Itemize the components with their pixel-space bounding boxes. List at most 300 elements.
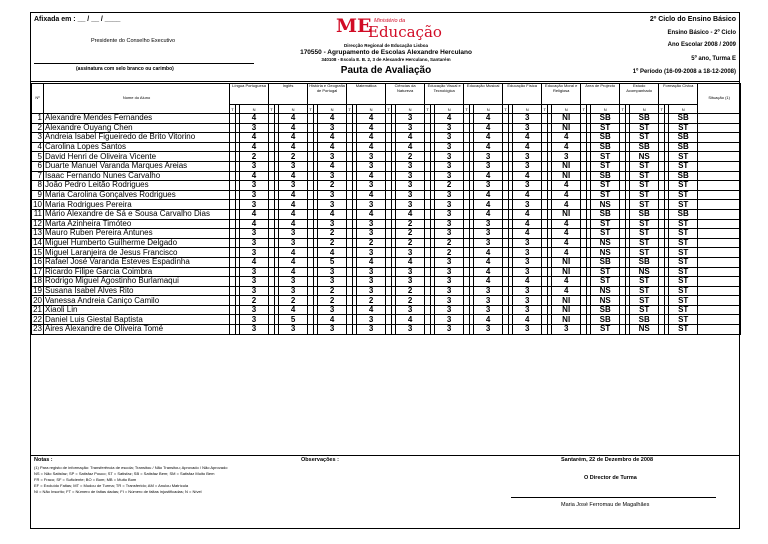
director-name: Maria José Ferromau de Magalhães bbox=[561, 502, 650, 508]
grade-cell: 3 bbox=[318, 123, 347, 133]
turma-label: 5º ano, Turma E bbox=[691, 56, 736, 62]
grade-cell: 4 bbox=[396, 315, 425, 325]
grade-cell: ST bbox=[591, 325, 620, 335]
grade-cell: ST bbox=[591, 267, 620, 277]
situacao-cell bbox=[698, 257, 741, 267]
logo-ministerio: Ministério da bbox=[374, 18, 406, 24]
grade-cell: 4 bbox=[240, 257, 269, 267]
grade-cell: 3 bbox=[279, 238, 308, 248]
grade-cell: ST bbox=[669, 248, 698, 258]
grade-cell: 4 bbox=[279, 190, 308, 200]
situacao-cell bbox=[698, 161, 741, 171]
grade-cell: SB bbox=[591, 315, 620, 325]
student-number: 6 bbox=[32, 161, 44, 171]
grade-cell: NS bbox=[591, 296, 620, 306]
periodo-label: 1º Período (16-09-2008 a 18-12-2008) bbox=[632, 69, 736, 75]
grade-cell: 2 bbox=[396, 229, 425, 239]
grade-cell: 3 bbox=[240, 305, 269, 315]
grade-cell: 2 bbox=[318, 238, 347, 248]
grade-cell: ST bbox=[669, 161, 698, 171]
grade-cell: 4 bbox=[240, 133, 269, 143]
grade-cell: 3 bbox=[357, 325, 386, 335]
grade-cell: 4 bbox=[357, 305, 386, 315]
student-number: 22 bbox=[33, 314, 42, 324]
student-number: 1 bbox=[32, 114, 44, 124]
grade-cell: 4 bbox=[279, 267, 308, 277]
student-number: 21 bbox=[33, 305, 42, 315]
grade-cell: NI bbox=[552, 305, 581, 315]
situacao-cell bbox=[698, 209, 741, 219]
grade-cell: 4 bbox=[474, 248, 503, 258]
grade-cell: 4 bbox=[513, 229, 542, 239]
grade-cell: ST bbox=[630, 171, 659, 181]
grade-cell: NS bbox=[630, 325, 659, 335]
grade-cell: 4 bbox=[357, 171, 386, 181]
grade-cell: 3 bbox=[474, 161, 503, 171]
grade-cell: SB bbox=[591, 305, 620, 315]
grade-cell: ST bbox=[630, 305, 659, 315]
grade-cell: 2 bbox=[318, 181, 347, 191]
situacao-cell bbox=[698, 190, 741, 200]
grade-cell: 2 bbox=[396, 286, 425, 296]
grade-cell: 4 bbox=[552, 181, 581, 191]
grade-cell: 3 bbox=[435, 171, 464, 181]
grade-cell: 3 bbox=[435, 267, 464, 277]
subjects-header-row bbox=[32, 84, 741, 105]
grade-cell: ST bbox=[669, 315, 698, 325]
t-header: T bbox=[387, 106, 390, 112]
grade-cell: SB bbox=[669, 114, 698, 124]
grade-cell: 3 bbox=[474, 305, 503, 315]
grade-cell: SB bbox=[591, 142, 620, 152]
grade-cell: ST bbox=[669, 152, 698, 162]
grade-cell: SB bbox=[669, 171, 698, 181]
col-n-header: Nº bbox=[32, 84, 44, 114]
grade-cell: NS bbox=[591, 286, 620, 296]
grade-cell: 3 bbox=[396, 123, 425, 133]
grade-cell: 2 bbox=[318, 286, 347, 296]
grade-cell: 4 bbox=[318, 209, 347, 219]
grade-cell: 4 bbox=[357, 133, 386, 143]
n-header: N bbox=[630, 105, 659, 114]
col-situacao-header: Situação (1) bbox=[698, 84, 741, 114]
grade-cell: 3 bbox=[513, 325, 542, 335]
grade-cell: SB bbox=[591, 257, 620, 267]
student-name: João Pedro Leitão Rodrigues bbox=[44, 181, 230, 191]
grade-cell: 2 bbox=[279, 296, 308, 306]
grade-cell: SB bbox=[591, 209, 620, 219]
student-number: 20 bbox=[33, 295, 42, 305]
table-row bbox=[32, 161, 741, 171]
grade-cell: 4 bbox=[396, 257, 425, 267]
situacao-cell bbox=[698, 315, 741, 325]
situacao-cell bbox=[698, 277, 741, 287]
logo-educacao: Educação bbox=[368, 23, 442, 41]
student-name: Mauro Ruben Pereira Antunes bbox=[44, 229, 230, 239]
observacoes-title: Observações : bbox=[301, 457, 339, 463]
t-header: T bbox=[582, 106, 585, 112]
grade-cell: NS bbox=[591, 238, 620, 248]
grade-cell: 4 bbox=[240, 114, 269, 124]
grade-cell: ST bbox=[630, 161, 659, 171]
grade-cell: 3 bbox=[513, 248, 542, 258]
grade-cell: 4 bbox=[279, 133, 308, 143]
grade-cell: 4 bbox=[357, 142, 386, 152]
logo-me-mark: ME bbox=[336, 15, 372, 37]
t-header: T bbox=[231, 106, 234, 112]
grade-cell: 3 bbox=[240, 229, 269, 239]
student-name: Susana Isabel Alves Rito bbox=[44, 286, 230, 296]
grade-cell: 4 bbox=[552, 219, 581, 229]
situacao-cell bbox=[698, 133, 741, 143]
grade-cell: 3 bbox=[474, 181, 503, 191]
table-row bbox=[32, 142, 741, 152]
grade-cell: NS bbox=[630, 152, 659, 162]
grade-cell: 4 bbox=[279, 171, 308, 181]
grade-cell: 4 bbox=[474, 315, 503, 325]
situacao-cell bbox=[698, 267, 741, 277]
grade-cell: 3 bbox=[396, 248, 425, 258]
grade-cell: 4 bbox=[279, 219, 308, 229]
grade-cell: 3 bbox=[396, 325, 425, 335]
student-number: 2 bbox=[32, 123, 44, 133]
grade-cell: 3 bbox=[513, 200, 542, 210]
ano-escolar-label: Ano Escolar 2008 / 2009 bbox=[667, 42, 736, 48]
n-header: N bbox=[669, 105, 698, 114]
grade-cell: 5 bbox=[279, 315, 308, 325]
grade-cell: 3 bbox=[513, 181, 542, 191]
subject-header: Língua Portuguesa bbox=[230, 84, 269, 105]
grade-cell: ST bbox=[630, 181, 659, 191]
grade-cell: SB bbox=[630, 114, 659, 124]
grade-cell: ST bbox=[669, 200, 698, 210]
student-number: 15 bbox=[33, 247, 42, 257]
ensino-label: Ensino Básico - 2º Ciclo bbox=[667, 30, 736, 36]
student-name: Carolina Lopes Santos bbox=[44, 142, 230, 152]
grade-cell: 3 bbox=[318, 200, 347, 210]
grade-cell: 3 bbox=[513, 152, 542, 162]
subject-header: Ciências da Natureza bbox=[386, 84, 425, 105]
table-row bbox=[32, 257, 741, 267]
grade-cell: 3 bbox=[279, 277, 308, 287]
grade-cell: 3 bbox=[435, 229, 464, 239]
grade-cell: ST bbox=[591, 152, 620, 162]
grade-cell: 4 bbox=[318, 315, 347, 325]
grade-cell: 3 bbox=[552, 152, 581, 162]
situacao-cell bbox=[698, 219, 741, 229]
grade-cell: 4 bbox=[513, 142, 542, 152]
grade-cell: 4 bbox=[513, 315, 542, 325]
t-header: T bbox=[309, 106, 312, 112]
grade-cell: 4 bbox=[552, 277, 581, 287]
table-row bbox=[32, 123, 741, 133]
grade-cell: 3 bbox=[435, 305, 464, 315]
grade-cell: 3 bbox=[357, 161, 386, 171]
grade-cell: 4 bbox=[513, 171, 542, 181]
grade-cell: 4 bbox=[240, 209, 269, 219]
grade-cell: 3 bbox=[318, 267, 347, 277]
grade-cell: 3 bbox=[435, 142, 464, 152]
grade-cell: 2 bbox=[435, 248, 464, 258]
grade-cell: 2 bbox=[357, 238, 386, 248]
director-signature-line bbox=[511, 497, 716, 498]
grade-cell: 3 bbox=[474, 219, 503, 229]
grade-cell: NI bbox=[552, 315, 581, 325]
n-header: N bbox=[357, 105, 386, 114]
grade-cell: 3 bbox=[240, 190, 269, 200]
grade-cell: 3 bbox=[435, 209, 464, 219]
grade-cell: 3 bbox=[318, 277, 347, 287]
grade-cell: 3 bbox=[513, 114, 542, 124]
grade-cell: 3 bbox=[396, 200, 425, 210]
grade-cell: 3 bbox=[474, 238, 503, 248]
grade-cell: 3 bbox=[318, 305, 347, 315]
grade-cell: 4 bbox=[240, 142, 269, 152]
note-line: FR = Fraco; SF = Suficiente; BO = Bom; MB = Muito Bom bbox=[34, 477, 137, 482]
grade-cell: 4 bbox=[318, 161, 347, 171]
afixada-label: Afixada em : __ / __ / ____ bbox=[34, 16, 121, 23]
grade-cell: 3 bbox=[513, 296, 542, 306]
note-line: NI = Não Inscrito; FT = Número de faltas dadas; FI = Número de faltas injustificadas; N = Nível bbox=[34, 489, 202, 494]
subject-header: Educação Física bbox=[503, 84, 542, 105]
t-header: T bbox=[348, 106, 351, 112]
grade-cell: 4 bbox=[552, 229, 581, 239]
grade-cell: ST bbox=[630, 248, 659, 258]
grade-cell: 2 bbox=[396, 152, 425, 162]
grade-cell: NI bbox=[552, 209, 581, 219]
student-name: Maria Carolina Gonçalves Rodrigues bbox=[44, 190, 230, 200]
table-row bbox=[32, 209, 741, 219]
grade-cell: 4 bbox=[318, 133, 347, 143]
grade-cell: ST bbox=[669, 305, 698, 315]
student-name: Xiaoli Lin bbox=[44, 305, 230, 315]
n-header: N bbox=[279, 105, 308, 114]
grade-cell: ST bbox=[630, 229, 659, 239]
grade-cell: ST bbox=[669, 267, 698, 277]
grade-cell: 3 bbox=[396, 190, 425, 200]
student-name: Marta Azinheira Timóteo bbox=[44, 219, 230, 229]
grade-cell: 4 bbox=[279, 200, 308, 210]
grade-cell: 3 bbox=[396, 114, 425, 124]
grade-cell: 2 bbox=[357, 296, 386, 306]
situacao-cell bbox=[698, 248, 741, 258]
grade-cell: 3 bbox=[513, 161, 542, 171]
student-number: 9 bbox=[32, 190, 44, 200]
grade-cell: 4 bbox=[474, 257, 503, 267]
grade-cell: 4 bbox=[396, 209, 425, 219]
student-name: Mário Alexandre de Sá e Sousa Carvalho Dias bbox=[44, 209, 230, 219]
grade-cell: ST bbox=[669, 219, 698, 229]
situacao-cell bbox=[698, 152, 741, 162]
subject-header: Formação Cívica bbox=[659, 84, 698, 105]
grade-cell: 3 bbox=[240, 315, 269, 325]
note-line: EF = Excluído Faltas; MT = Mudou de Turma; TR = Transferido; AM = Anulou Matrícula bbox=[34, 483, 189, 488]
t-header: T bbox=[504, 106, 507, 112]
n-header: N bbox=[474, 105, 503, 114]
grade-cell: 4 bbox=[279, 114, 308, 124]
grade-cell: SB bbox=[591, 133, 620, 143]
grade-cell: 4 bbox=[318, 248, 347, 258]
student-name: Miguel Laranjeira de Jesus Francisco bbox=[44, 248, 230, 258]
grade-cell: 3 bbox=[357, 315, 386, 325]
grade-cell: ST bbox=[630, 190, 659, 200]
grade-cell: 3 bbox=[474, 286, 503, 296]
n-header: N bbox=[240, 105, 269, 114]
grade-cell: 4 bbox=[552, 286, 581, 296]
grade-cell: 3 bbox=[240, 277, 269, 287]
grade-cell: 2 bbox=[279, 152, 308, 162]
grade-cell: 3 bbox=[513, 257, 542, 267]
student-name: Rafael José Varanda Esteves Espadinha bbox=[44, 257, 230, 267]
situacao-cell bbox=[698, 200, 741, 210]
grade-cell: 3 bbox=[435, 133, 464, 143]
grade-cell: ST bbox=[669, 190, 698, 200]
grade-cell: SB bbox=[669, 142, 698, 152]
evaluation-sheet bbox=[30, 12, 740, 529]
situacao-cell bbox=[698, 229, 741, 239]
grade-cell: 4 bbox=[552, 238, 581, 248]
grade-cell: ST bbox=[591, 190, 620, 200]
grade-cell: 3 bbox=[396, 305, 425, 315]
grade-cell: ST bbox=[669, 296, 698, 306]
student-number: 10 bbox=[33, 199, 42, 209]
grade-cell: 3 bbox=[435, 325, 464, 335]
grade-cell: 4 bbox=[240, 219, 269, 229]
student-name: Duarte Manuel Varanda Marques Areias bbox=[44, 161, 230, 171]
grade-cell: 3 bbox=[357, 286, 386, 296]
n-header: N bbox=[513, 105, 542, 114]
grade-cell: ST bbox=[669, 286, 698, 296]
grade-cell: SB bbox=[630, 142, 659, 152]
subject-header: Educação Moral e Religiosa bbox=[542, 84, 581, 105]
director-title: O Director de Turma bbox=[584, 475, 637, 481]
grade-cell: 3 bbox=[435, 315, 464, 325]
grade-cell: 4 bbox=[279, 257, 308, 267]
grade-cell: 2 bbox=[435, 181, 464, 191]
grade-cell: 4 bbox=[396, 142, 425, 152]
grade-cell: 3 bbox=[435, 190, 464, 200]
grade-cell: 3 bbox=[396, 161, 425, 171]
student-name: Alexandre Ouyang Chen bbox=[44, 123, 230, 133]
grade-cell: ST bbox=[669, 257, 698, 267]
grade-cell: 2 bbox=[396, 238, 425, 248]
situacao-cell bbox=[698, 238, 741, 248]
grade-cell: 4 bbox=[240, 171, 269, 181]
grade-cell: ST bbox=[591, 161, 620, 171]
grade-cell: 3 bbox=[279, 181, 308, 191]
grade-cell: ST bbox=[669, 229, 698, 239]
grade-cell: 3 bbox=[318, 171, 347, 181]
president-label: Presidente do Conselho Executivo bbox=[91, 38, 176, 44]
grade-cell: 3 bbox=[357, 229, 386, 239]
student-number: 4 bbox=[32, 142, 44, 152]
grade-cell: 3 bbox=[396, 267, 425, 277]
grade-cell: 3 bbox=[435, 152, 464, 162]
grade-cell: 3 bbox=[435, 296, 464, 306]
subject-header: Educação Visual e Tecnológica bbox=[425, 84, 464, 105]
grade-cell: 4 bbox=[513, 133, 542, 143]
student-name: Andreia Isabel Figueiredo de Brito Vitorino bbox=[44, 133, 230, 143]
table-row bbox=[32, 152, 741, 162]
grade-cell: 4 bbox=[552, 142, 581, 152]
n-header: N bbox=[396, 105, 425, 114]
notes-title: Notas : bbox=[34, 457, 53, 463]
grade-cell: 4 bbox=[552, 190, 581, 200]
grade-cell: 4 bbox=[513, 209, 542, 219]
subject-header: Área de Projecto bbox=[581, 84, 620, 105]
grade-cell: 3 bbox=[357, 277, 386, 287]
grade-cell: 4 bbox=[279, 248, 308, 258]
student-number: 7 bbox=[32, 171, 44, 181]
grade-cell: 3 bbox=[435, 161, 464, 171]
student-number: 16 bbox=[33, 257, 42, 267]
grade-cell: SB bbox=[591, 114, 620, 124]
table-row bbox=[32, 248, 741, 258]
student-number: 18 bbox=[33, 276, 42, 286]
grade-cell: 3 bbox=[513, 286, 542, 296]
table-row bbox=[32, 200, 741, 210]
subject-header: Matemática bbox=[347, 84, 386, 105]
grade-cell: 3 bbox=[279, 229, 308, 239]
table-row bbox=[32, 171, 741, 181]
table-row bbox=[32, 286, 741, 296]
grade-cell: ST bbox=[630, 200, 659, 210]
grade-cell: 3 bbox=[279, 161, 308, 171]
grade-cell: 3 bbox=[357, 200, 386, 210]
student-number: 13 bbox=[33, 228, 42, 238]
grade-cell: 4 bbox=[279, 123, 308, 133]
grade-cell: ST bbox=[630, 238, 659, 248]
table-row bbox=[32, 305, 741, 315]
note-line: NS = Não Satisfaz; SP = Satisfaz Pouco; ST = Satisfaz; SB = Satisfaz Bem; SM = Satisfaz Muito Bem bbox=[34, 471, 215, 476]
grade-cell: 4 bbox=[474, 190, 503, 200]
grade-cell: 4 bbox=[357, 257, 386, 267]
student-number: 8 bbox=[32, 181, 44, 191]
grade-cell: NI bbox=[552, 114, 581, 124]
situacao-cell bbox=[698, 181, 741, 191]
header-divider bbox=[31, 81, 739, 82]
grade-cell: ST bbox=[669, 325, 698, 335]
subject-header: Educação Musical bbox=[464, 84, 503, 105]
student-name: Maria Rodrigues Pereira bbox=[44, 200, 230, 210]
table-row bbox=[32, 325, 741, 335]
grade-cell: 3 bbox=[474, 325, 503, 335]
grade-cell: NI bbox=[552, 296, 581, 306]
grade-cell: 4 bbox=[357, 114, 386, 124]
grade-cell: 2 bbox=[396, 219, 425, 229]
agrupamento-label: 170550 - Agrupamento de Escolas Alexandre Herculano bbox=[300, 49, 472, 56]
student-number: 3 bbox=[32, 133, 44, 143]
grade-cell: 3 bbox=[240, 181, 269, 191]
grade-cell: 4 bbox=[474, 171, 503, 181]
grade-cell: 3 bbox=[513, 267, 542, 277]
situacao-cell bbox=[698, 296, 741, 306]
student-name: Ricardo Filipe Garcia Coimbra bbox=[44, 267, 230, 277]
grade-cell: 3 bbox=[435, 257, 464, 267]
grade-cell: 3 bbox=[474, 296, 503, 306]
grade-cell: SB bbox=[630, 209, 659, 219]
t-header: T bbox=[426, 106, 429, 112]
grade-cell: 3 bbox=[435, 200, 464, 210]
grade-cell: ST bbox=[630, 123, 659, 133]
grade-cell: ST bbox=[630, 277, 659, 287]
situacao-cell bbox=[698, 142, 741, 152]
table-row bbox=[32, 190, 741, 200]
grade-cell: 4 bbox=[474, 123, 503, 133]
grade-cell: NI bbox=[552, 257, 581, 267]
grade-cell: 3 bbox=[318, 325, 347, 335]
grade-cell: NI bbox=[552, 171, 581, 181]
